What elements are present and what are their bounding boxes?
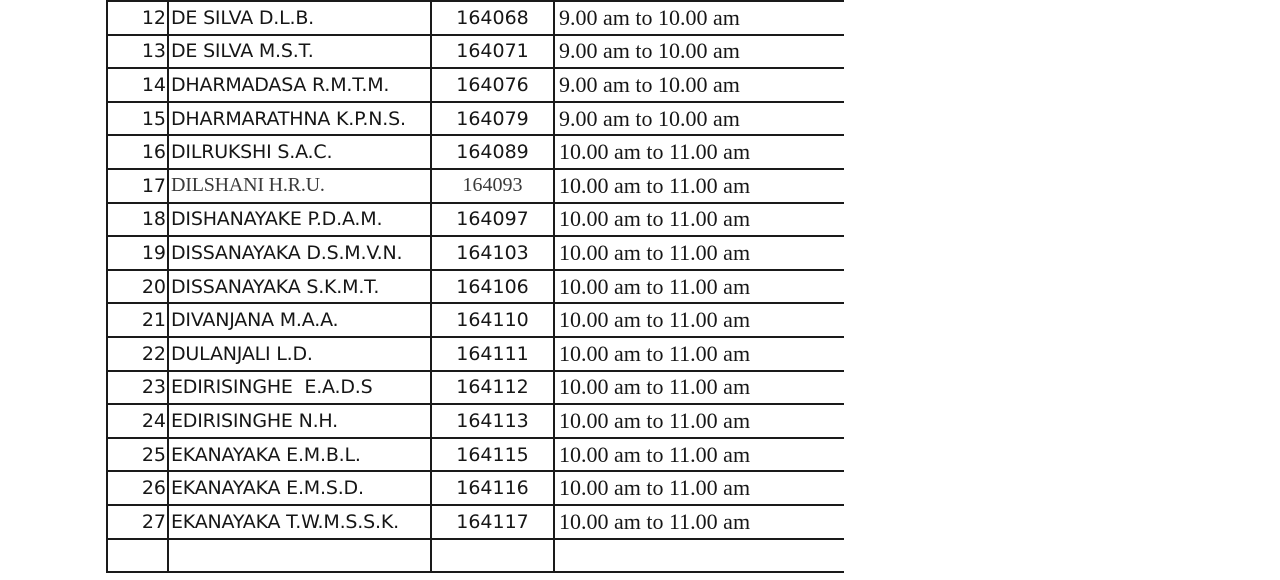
cell-name: DILRUKSHI S.A.C. — [168, 135, 431, 169]
table-row — [107, 371, 844, 405]
cell-id: 164089 — [431, 135, 554, 169]
cell-name: DE SILVA M.S.T. — [168, 35, 431, 69]
cell-name: DIVANJANA M.A.A. — [168, 303, 431, 337]
cell-id: 164111 — [431, 337, 554, 371]
table-row — [107, 135, 844, 169]
cell-id: 164113 — [431, 404, 554, 438]
cell-id: 164112 — [431, 371, 554, 405]
table-row — [107, 35, 844, 69]
cell-name: EKANAYAKA E.M.S.D. — [168, 471, 431, 505]
cell-time: 10.00 am to 11.00 am — [554, 371, 844, 405]
cell-name: EDIRISINGHE N.H. — [168, 404, 431, 438]
table-row — [107, 505, 844, 539]
cell-no: 26 — [107, 471, 168, 505]
cell-no: 20 — [107, 270, 168, 304]
cell-id: 164116 — [431, 471, 554, 505]
cell-no: 18 — [107, 203, 168, 237]
cell-time: 9.00 am to 10.00 am — [554, 1, 844, 35]
cell-no: 27 — [107, 505, 168, 539]
table-row-partial — [107, 539, 844, 573]
cell-id: 164097 — [431, 203, 554, 237]
cell-no: 15 — [107, 102, 168, 136]
cell-time: 10.00 am to 11.00 am — [554, 471, 844, 505]
cell-name: DHARMARATHNA K.P.N.S. — [168, 102, 431, 136]
cell-time: 9.00 am to 10.00 am — [554, 68, 844, 102]
cell-time: 10.00 am to 11.00 am — [554, 270, 844, 304]
cell-time: 10.00 am to 11.00 am — [554, 303, 844, 337]
cell-time: 10.00 am to 11.00 am — [554, 337, 844, 371]
cell-id: 164115 — [431, 438, 554, 472]
cell-time: 10.00 am to 11.00 am — [554, 236, 844, 270]
cell-no: 21 — [107, 303, 168, 337]
table-row — [107, 1, 844, 35]
cell-id: 164079 — [431, 102, 554, 136]
table-row — [107, 203, 844, 237]
cell-no: 14 — [107, 68, 168, 102]
cell-id: 164076 — [431, 68, 554, 102]
cell-time: 10.00 am to 11.00 am — [554, 135, 844, 169]
cell-name — [168, 539, 431, 573]
cell-name: DISHANAYAKE P.D.A.M. — [168, 203, 431, 237]
table-row — [107, 404, 844, 438]
cell-id — [431, 539, 554, 573]
cell-no: 25 — [107, 438, 168, 472]
cell-id: 164071 — [431, 35, 554, 69]
cell-name: DULANJALI L.D. — [168, 337, 431, 371]
cell-id: 164117 — [431, 505, 554, 539]
schedule-table — [106, 0, 844, 573]
cell-id: 164103 — [431, 236, 554, 270]
table-row — [107, 438, 844, 472]
cell-time: 10.00 am to 11.00 am — [554, 404, 844, 438]
cell-name: EKANAYAKA T.W.M.S.S.K. — [168, 505, 431, 539]
cell-time: 9.00 am to 10.00 am — [554, 102, 844, 136]
cell-name: EDIRISINGHE E.A.D.S — [168, 371, 431, 405]
cell-time: 10.00 am to 11.00 am — [554, 169, 844, 203]
cell-name: DE SILVA D.L.B. — [168, 1, 431, 35]
table-row — [107, 471, 844, 505]
cell-name: DISSANAYAKA D.S.M.V.N. — [168, 236, 431, 270]
cell-name: DHARMADASA R.M.T.M. — [168, 68, 431, 102]
cell-no: 17 — [107, 169, 168, 203]
cell-no: 13 — [107, 35, 168, 69]
cell-no: 12 — [107, 1, 168, 35]
cell-no: 24 — [107, 404, 168, 438]
table-row — [107, 270, 844, 304]
cell-id: 164110 — [431, 303, 554, 337]
table-row — [107, 303, 844, 337]
table-row — [107, 169, 844, 203]
cell-time: 10.00 am to 11.00 am — [554, 203, 844, 237]
cell-name: EKANAYAKA E.M.B.L. — [168, 438, 431, 472]
cell-time: 10.00 am to 11.00 am — [554, 505, 844, 539]
cell-id: 164106 — [431, 270, 554, 304]
cell-no — [107, 539, 168, 573]
cell-no: 23 — [107, 371, 168, 405]
table-row — [107, 236, 844, 270]
cell-id: 164093 — [431, 169, 554, 203]
cell-time — [554, 539, 844, 573]
cell-no: 19 — [107, 236, 168, 270]
schedule-sheet — [106, 0, 844, 580]
table-row — [107, 337, 844, 371]
cell-name: DISSANAYAKA S.K.M.T. — [168, 270, 431, 304]
cell-name: DILSHANI H.R.U. — [168, 169, 431, 203]
cell-time: 10.00 am to 11.00 am — [554, 438, 844, 472]
cell-id: 164068 — [431, 1, 554, 35]
table-row — [107, 68, 844, 102]
cell-no: 22 — [107, 337, 168, 371]
table-row — [107, 102, 844, 136]
cell-no: 16 — [107, 135, 168, 169]
cell-time: 9.00 am to 10.00 am — [554, 35, 844, 69]
